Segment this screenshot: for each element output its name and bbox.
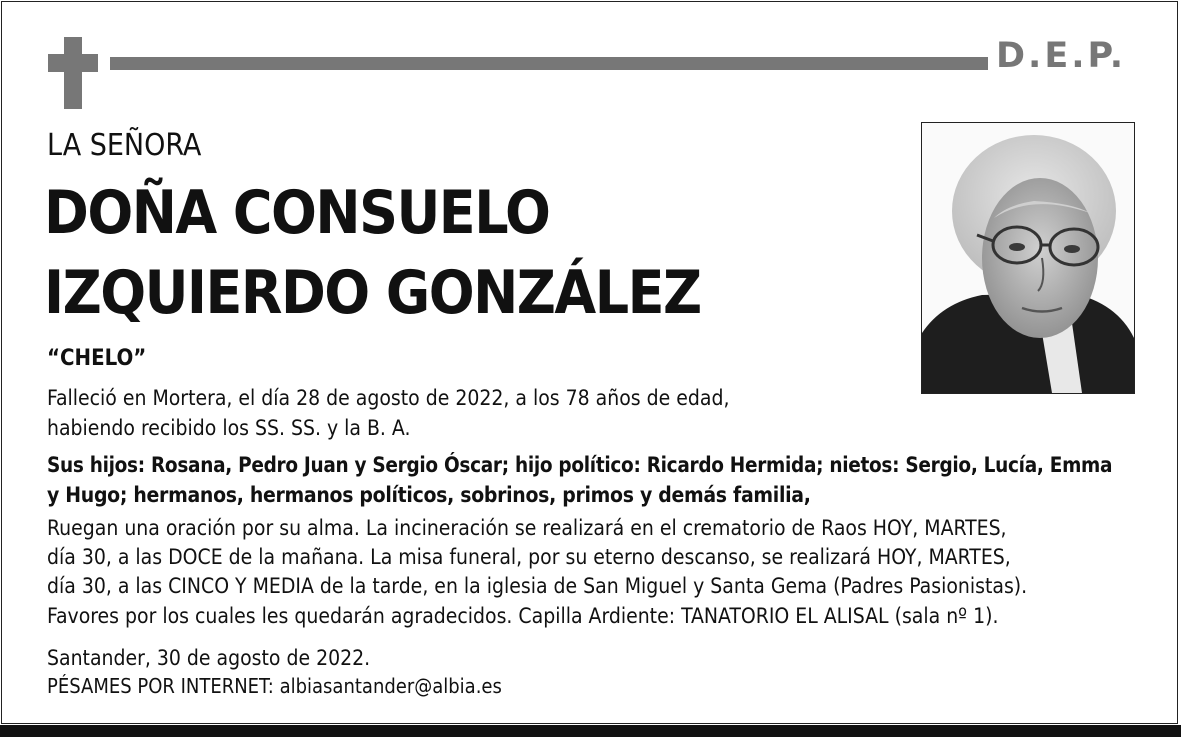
death-notice-line2: habiendo recibido los SS. SS. y la B. A. [47,416,411,440]
deceased-name-line1: DOÑA CONSUELO [44,178,550,248]
header-rule [110,57,988,70]
portrait-image [922,123,1134,393]
dep-label: D.E.P. [996,36,1127,76]
bottom-bar [0,725,1181,737]
ceremony-line4: Favores por los cuales les quedarán agradecidos. Capilla Ardiente: TANATORIO EL ALISAL (sala nº 1). [47,604,999,628]
portrait-photo [921,122,1135,394]
family-line2: y Hugo; hermanos, hermanos políticos, sobrinos, primos y demás familia, [47,483,811,507]
ceremony-line1: Ruegan una oración por su alma. La incineración se realizará en el crematorio de Raos HOY, MARTES, [47,516,1007,540]
place-date: Santander, 30 de agosto de 2022. [47,646,371,670]
family-line1: Sus hijos: Rosana, Pedro Juan y Sergio Óscar; hijo político: Ricardo Hermida; nietos: Sergio, Lucía, Emma [47,453,1113,477]
ceremony-line3: día 30, a las CINCO Y MEDIA de la tarde, en la iglesia de San Miguel y Santa Gema (Padres Pasionistas). [47,574,1028,598]
cross-icon [64,37,82,109]
death-notice-line1: Falleció en Mortera, el día 28 de agosto de 2022, a los 78 años de edad, [47,386,730,410]
nickname: “CHELO” [47,346,147,371]
intro-label: LA SEÑORA [47,128,202,163]
cross-icon-bar [48,54,98,72]
ceremony-line2: día 30, a las DOCE de la mañana. La misa funeral, por su eterno descanso, se realizará HOY, MARTES, [47,545,1011,569]
condolences-email: PÉSAMES POR INTERNET: albiasantander@albia.es [47,674,502,698]
deceased-name-line2: IZQUIERDO GONZÁLEZ [44,258,701,328]
